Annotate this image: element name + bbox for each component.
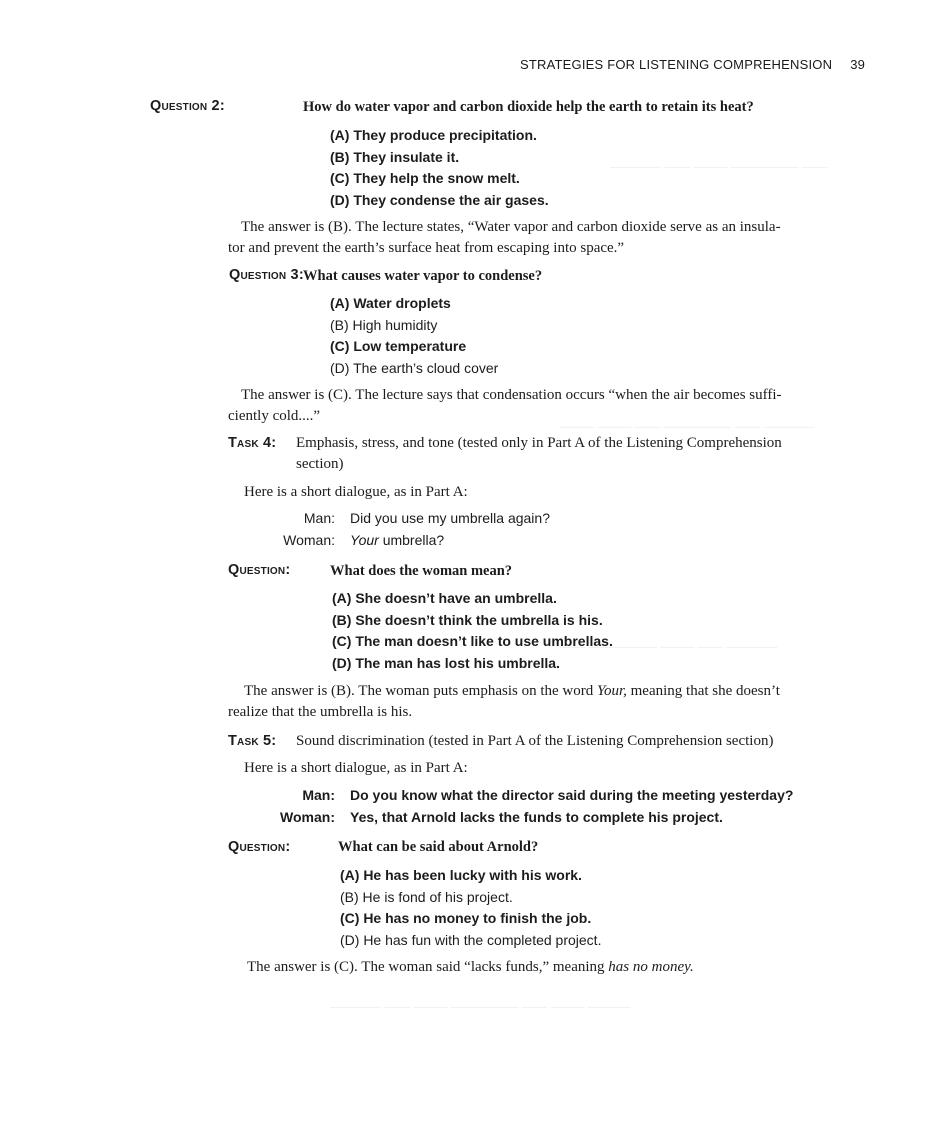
task-4-label: Task 4: xyxy=(228,435,277,451)
task-5-title: Sound discrimination (tested in Part A of the Listening Comprehension section) xyxy=(296,733,774,749)
question-3-answer-line2: ciently cold....” xyxy=(228,408,321,424)
task-4-title-line1: Emphasis, stress, and tone (tested only in Part A of the Listening Comprehension xyxy=(296,435,782,451)
question-3-stem: What causes water vapor to condense? xyxy=(303,268,543,284)
task-4-option-b: (B) She doesn’t think the umbrella is his. xyxy=(332,612,603,628)
task-4-line-woman xyxy=(350,532,444,548)
bleed-through-text: ──── ──── ─── ──────── ─── ────── xyxy=(560,420,815,434)
question-3-option-d: (D) The earth’s cloud cover xyxy=(330,360,499,376)
task-5-option-b: (B) He is fond of his project. xyxy=(340,889,513,905)
task-5-line-man: Do you know what the director said during the meeting yesterday? xyxy=(350,787,794,803)
question-3-option-a: (A) Water droplets xyxy=(330,295,451,311)
task-5-answer-text: The answer is (C). The woman said “lacks funds,” meaning xyxy=(247,959,609,975)
question-3-option-b: (B) High humidity xyxy=(330,317,438,333)
task-5-label: Task 5: xyxy=(228,733,277,749)
bleed-through-text: ────── ─── ──── ──────── ─── ──── ───── xyxy=(330,1000,631,1014)
task-5-question-label: Question: xyxy=(228,839,291,855)
task-4-line-woman-rest: umbrella? xyxy=(378,532,445,548)
running-head-title: STRATEGIES FOR LISTENING COMPREHENSION xyxy=(520,57,833,72)
task-4-intro: Here is a short dialogue, as in Part A: xyxy=(244,484,468,500)
question-3-label: Question 3: xyxy=(229,267,304,283)
task-4-question-stem: What does the woman mean? xyxy=(330,563,513,579)
task-4-speaker-man: Man: xyxy=(303,510,335,526)
task-5-option-c: (C) He has no money to finish the job. xyxy=(340,910,592,926)
task-5-option-d: (D) He has fun with the completed project. xyxy=(340,932,602,948)
task-4-answer-line2: realize that the umbrella is his. xyxy=(228,704,413,720)
task-5-line-woman: Yes, that Arnold lacks the funds to complete his project. xyxy=(350,809,723,825)
task-4-answer-emph: Your, xyxy=(597,683,627,699)
task-5-answer xyxy=(247,959,694,976)
task-4-option-a: (A) She doesn’t have an umbrella. xyxy=(332,590,557,606)
task-4-question-label: Question: xyxy=(228,562,291,578)
task-5-speaker-woman: Woman: xyxy=(280,809,335,825)
running-head xyxy=(520,57,865,72)
question-3-option-c: (C) Low temperature xyxy=(330,338,467,354)
task-5-intro: Here is a short dialogue, as in Part A: xyxy=(244,760,468,776)
task-4-answer-part-a: The answer is (B). The woman puts emphasis on the word xyxy=(244,683,597,699)
question-2-answer-line2: tor and prevent the earth’s surface heat from escaping into space.” xyxy=(228,240,625,256)
question-2-answer-line1: The answer is (B). The lecture states, “Water vapor and carbon dioxide serve as an insula- xyxy=(241,219,781,235)
task-4-option-c: (C) The man doesn’t like to use umbrellas. xyxy=(332,633,613,649)
page-number: 39 xyxy=(850,57,866,72)
question-2-label: Question 2: xyxy=(150,98,225,114)
question-2-stem: How do water vapor and carbon dioxide help the earth to retain its heat? xyxy=(303,99,754,115)
task-5-speaker-man: Man: xyxy=(302,787,335,803)
task-4-emphasized-word: Your xyxy=(350,532,379,548)
question-2-option-d: (D) They condense the air gases. xyxy=(330,192,549,208)
task-5-question-stem: What can be said about Arnold? xyxy=(338,839,539,855)
task-5-option-a: (A) He has been lucky with his work. xyxy=(340,867,582,883)
task-4-answer-line1 xyxy=(244,683,780,700)
task-5-answer-emph: has no money. xyxy=(608,959,694,975)
bleed-through-text: ────── ─── ──── ──────── ─── xyxy=(610,160,828,174)
question-2-option-b: (B) They insulate it. xyxy=(330,149,460,165)
task-4-answer-part-b: meaning that she doesn’t xyxy=(626,683,780,699)
task-4-title-line2: section) xyxy=(296,456,344,472)
task-4-line-man: Did you use my umbrella again? xyxy=(350,510,550,526)
task-4-speaker-woman: Woman: xyxy=(283,532,335,548)
bleed-through-text: ─── ──────── ──── ─── ────── xyxy=(560,640,778,654)
question-2-option-a: (A) They produce precipitation. xyxy=(330,127,537,143)
question-2-option-c: (C) They help the snow melt. xyxy=(330,170,520,186)
task-4-option-d: (D) The man has lost his umbrella. xyxy=(332,655,560,671)
question-3-answer-line1: The answer is (C). The lecture says that condensation occurs “when the air becomes suffi- xyxy=(241,387,782,403)
